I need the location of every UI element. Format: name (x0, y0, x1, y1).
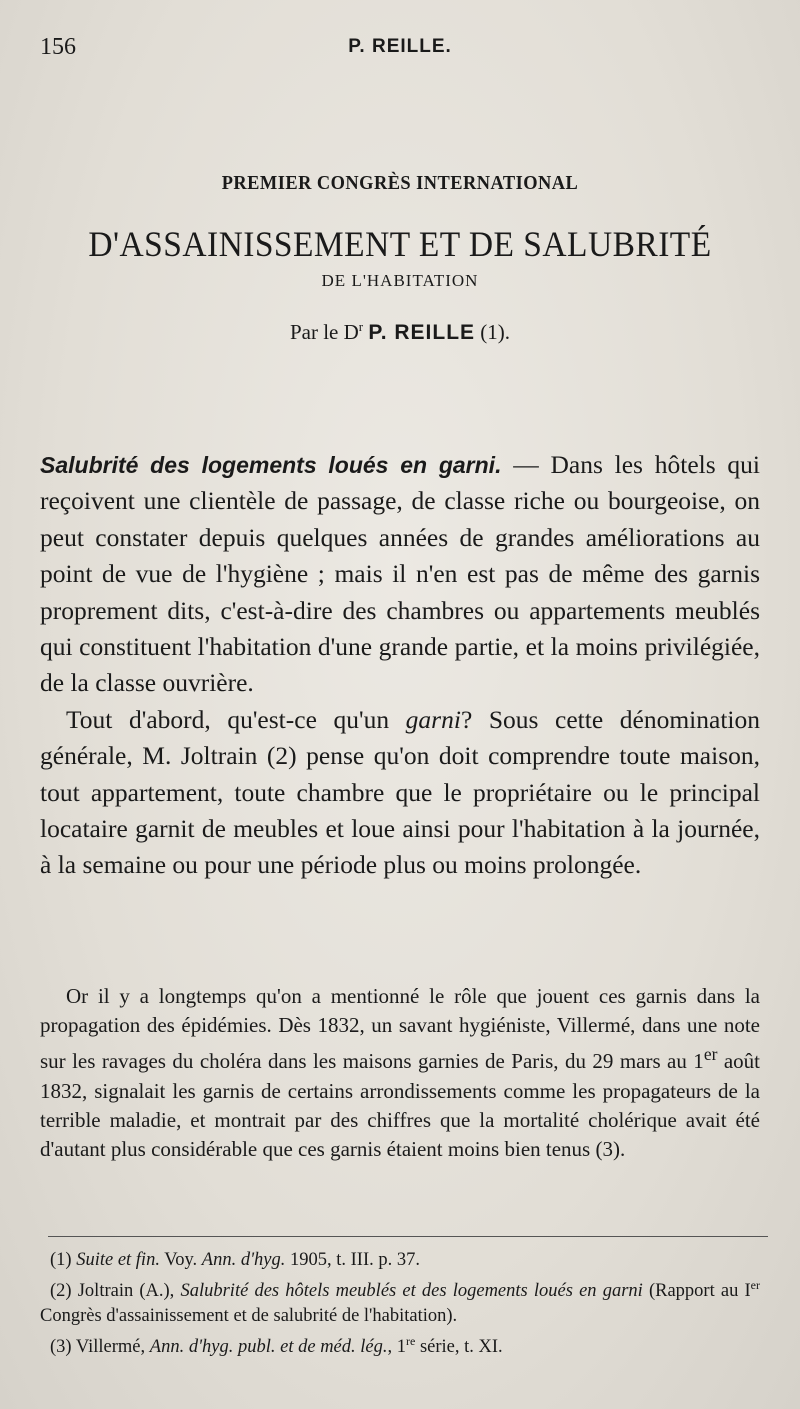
paragraph-3-before: Or il y a longtemps qu'on a mentionné le rôle que jouent ces garnis dans la propagation des épidémies. Dès 1832, un savant hygiéniste, Villermé, dans une note sur les ravages du choléra dans les maisons garnies de Paris, du 29 mars au 1 (40, 984, 760, 1074)
footnote-3-author: Villermé, (75, 1337, 150, 1358)
footnote-3 (40, 1329, 760, 1360)
footnote-2-sup: er (750, 1278, 760, 1292)
byline (40, 319, 760, 345)
article-title-block (40, 172, 760, 345)
section-heading: Salubrité des logements loués en garni. (40, 452, 502, 478)
page-header (40, 34, 760, 66)
byline-author: P. REILLE (368, 321, 476, 344)
footnote-3-after: série, t. XI. (415, 1337, 503, 1358)
footnote-2-author: Joltrain (A.), (77, 1281, 181, 1302)
secondary-text (40, 982, 760, 1164)
footnote-2-number: (2) (50, 1281, 78, 1302)
paragraph-3-sup: er (703, 1044, 718, 1065)
paragraph-2-after: ? Sous cette dénomination générale, M. Joltrain (2) pense qu'on doit comprendre toute maison, tout appartement, toute chambre que le propriétaire ou le principal locataire garnit de meubles et loue ainsi pour l'habitation à la journée, à la semaine ou pour une période plus ou moins prolongée. (40, 704, 760, 880)
footnotes (40, 1248, 760, 1360)
footnote-1-number: (1) (50, 1250, 77, 1270)
footnote-1-mid: Voy. (159, 1250, 202, 1270)
footnote-1-ref: 1905, t. III. p. 37. (285, 1250, 420, 1270)
footnote-rule (48, 1236, 768, 1237)
footnote-3-mid: , 1 (387, 1337, 406, 1358)
paragraph-3 (40, 982, 760, 1164)
byline-suffix: (1). (475, 320, 511, 344)
byline-prefix: Par le D (289, 320, 359, 344)
paragraph-1-text: — Dans les hôtels qui reçoivent une clientèle de passage, de classe riche ou bourgeoise, on peut constater depuis quelques années de grandes améliorations au point de vue de l'hygiène ; mais il n'en est pas de même des garnis proprement dits, c'est-à-dire des chambres ou appartements meublés qui constituent l'habitation d'une grande partie, et la moins privilégiée, de la classe ouvrière. (40, 450, 760, 698)
footnote-2-after: Congrès d'assainissement et de salubrité de l'habitation). (40, 1306, 458, 1327)
footnote-2-title: Salubrité des hôtels meublés et des logements loués en garni (180, 1281, 643, 1302)
running-head: P. REILLE. (348, 36, 452, 57)
title-sub-line: DE L'HABITATION (321, 271, 479, 290)
paragraph-2-italic: garni (405, 704, 461, 734)
footnote-1-italic: Suite et fin. (76, 1250, 160, 1270)
footnote-2 (40, 1273, 760, 1329)
paragraph-2 (40, 702, 760, 884)
footnote-2-before-sup: (Rapport au I (642, 1281, 751, 1302)
main-text (40, 447, 760, 884)
footnote-1-journal: Ann. d'hyg. (201, 1250, 286, 1270)
paragraph-1 (40, 447, 760, 702)
footnote-3-journal: Ann. d'hyg. publ. et de méd. lég. (149, 1337, 388, 1358)
page-number: 156 (40, 34, 76, 60)
footnote-3-number: (3) (50, 1337, 76, 1358)
title-congress-line: PREMIER CONGRÈS INTERNATIONAL (221, 172, 579, 194)
title-main-line: D'ASSAINISSEMENT ET DE SALUBRITÉ (88, 224, 712, 264)
footnote-3-sup: re (406, 1334, 416, 1349)
footnote-1 (40, 1248, 760, 1273)
paragraph-2-before: Tout d'abord, qu'est-ce qu'un (66, 704, 406, 734)
byline-sup: r (358, 319, 364, 334)
paragraph-3-after: août 1832, signalait les garnis de certains arrondissements comme les propagateurs de la terrible maladie, et montrait par des chiffres que la mortalité cholérique avait été d'autant plus considérable que ces garnis étaient moins bien tenus (3). (40, 1049, 761, 1162)
